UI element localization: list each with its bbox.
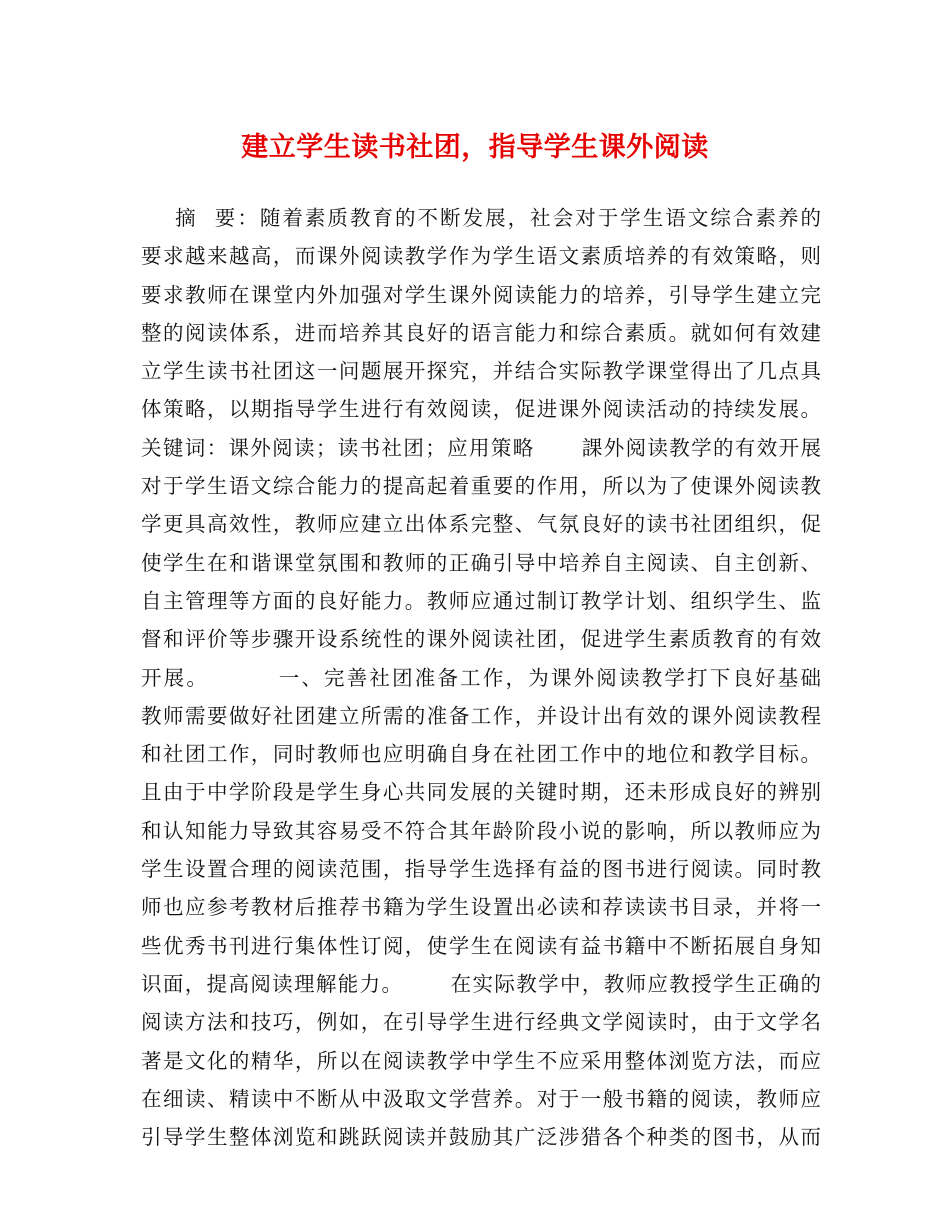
body-line: 体策略，以期指导学生进行有效阅读，促进课外阅读活动的持续发展。	[141, 397, 821, 422]
body-line: 摘 要：随着素质教育的不断发展，社会对于学生语文综合素养的	[141, 206, 821, 230]
body-line: 要求越来越高，而课外阅读教学作为学生语文素质培养的有效策略，则	[141, 244, 821, 269]
body-line: 师也应参考教材后推荐书籍为学生设置出必读和荐读读书目录，并将一	[141, 895, 821, 920]
body-line: 督和评价等步骤开设系统性的课外阅读社团，促进学生素质教育的有效	[141, 627, 821, 652]
body-line: 著是文化的精华，所以在阅读教学中学生不应采用整体浏览方法，而应	[141, 1048, 821, 1073]
body-line: 立学生读书社团这一问题展开探究，并结合实际教学课堂得出了几点具	[141, 359, 821, 384]
body-line: 自主管理等方面的良好能力。教师应通过制订教学计划、组织学生、监	[141, 588, 821, 613]
document-body	[141, 199, 821, 1156]
body-line: 识面，提高阅读理解能力。 在实际教学中，教师应教授学生正确的	[141, 971, 821, 996]
body-line: 学更具高效性，教师应建立出体系完整、气氛良好的读书社团组织，促	[141, 512, 821, 537]
body-line: 使学生在和谐课堂氛围和教师的正确引导中培养自主阅读、自主创新、	[141, 550, 821, 575]
body-line: 开展。 一、完善社团准备工作，为课外阅读教学打下良好基础	[141, 665, 821, 690]
document-title: 建立学生读书社团，指导学生课外阅读	[241, 132, 709, 163]
body-line: 关键词：课外阅读；读书社团；应用策略 課外阅读教学的有效开展	[141, 435, 821, 460]
body-line: 阅读方法和技巧，例如，在引导学生进行经典文学阅读时，由于文学名	[141, 1010, 821, 1035]
body-line: 在细读、精读中不断从中汲取文学营养。对于一般书籍的阅读，教师应	[141, 1086, 821, 1111]
body-line: 对于学生语文综合能力的提高起着重要的作用，所以为了使课外阅读教	[141, 474, 821, 499]
body-line: 引导学生整体浏览和跳跃阅读并鼓励其广泛涉猎各个种类的图书，从而	[141, 1125, 821, 1150]
body-line: 且由于中学阶段是学生身心共同发展的关键时期，还未形成良好的辨别	[141, 780, 821, 805]
body-line: 要求教师在课堂内外加强对学生课外阅读能力的培养，引导学生建立完	[141, 282, 821, 307]
body-line: 教师需要做好社团建立所需的准备工作，并设计出有效的课外阅读教程	[141, 703, 821, 728]
body-line: 些优秀书刊进行集体性订阅，使学生在阅读有益书籍中不断拓展自身知	[141, 933, 821, 958]
body-line: 学生设置合理的阅读范围，指导学生选择有益的图书进行阅读。同时教	[141, 857, 821, 882]
body-line: 和认知能力导致其容易受不符合其年龄阶段小说的影响，所以教师应为	[141, 818, 821, 843]
body-line: 整的阅读体系，进而培养其良好的语言能力和综合素质。就如何有效建	[141, 320, 821, 345]
body-line: 和社团工作，同时教师也应明确自身在社团工作中的地位和教学目标。	[141, 742, 821, 767]
